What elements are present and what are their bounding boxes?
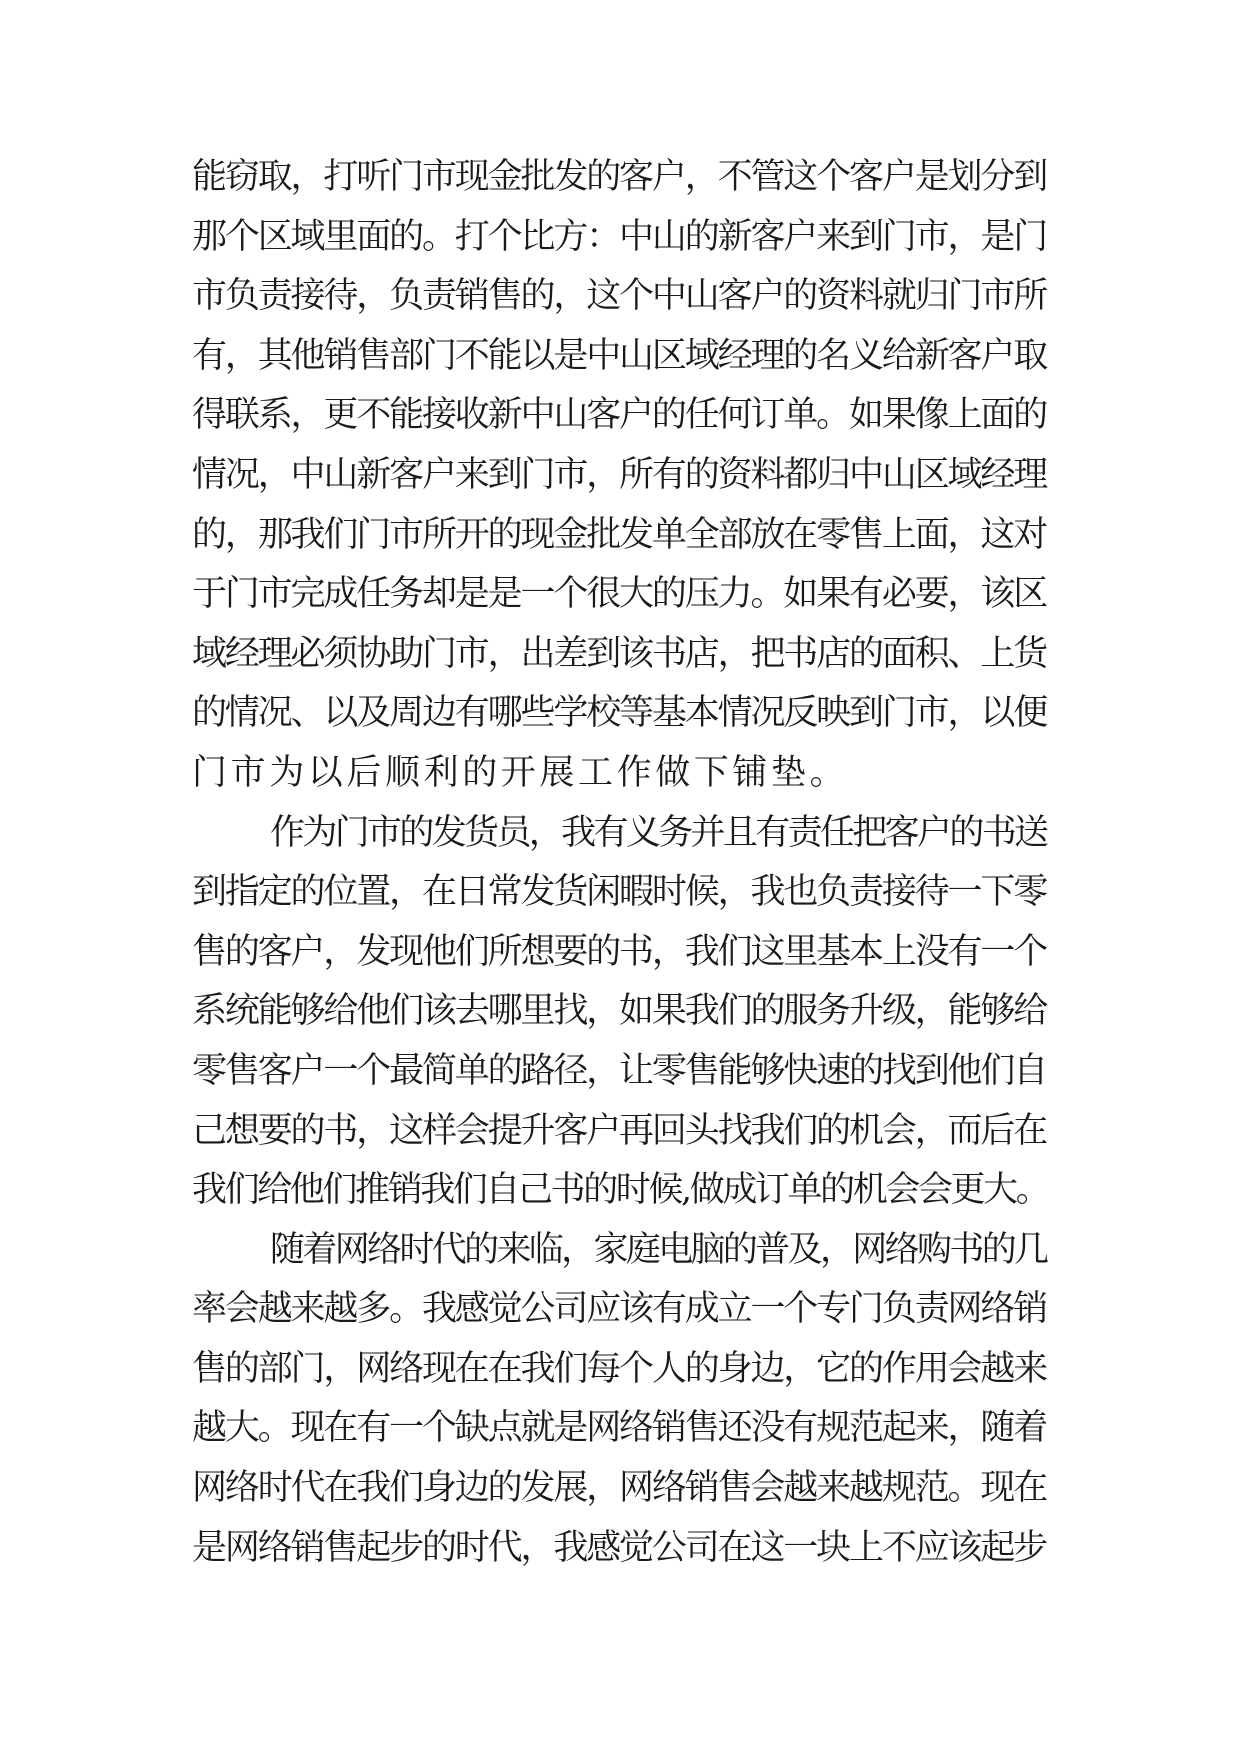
text-line: 的情况、以及周边有哪些学校等基本情况反映到门市，以便 (192, 693, 1047, 734)
text-line: 于门市完成任务却是是一个很大的压力。如果有必要，该区 (192, 574, 1047, 615)
text-line: 域经理必须协助门市，出差到该书店，把书店的面积、上货 (192, 633, 1047, 674)
text-line: 网络时代在我们身边的发展，网络销售会越来越规范。现在 (192, 1468, 1047, 1509)
text-line: 率会越来越多。我感觉公司应该有成立一个专门负责网络销 (192, 1289, 1047, 1330)
text-line: 市负责接待，负责销售的，这个中山客户的资料就归门市所 (192, 276, 1047, 317)
paragraph-first-line: 作为门市的发货员，我有义务并且有责任把客户的书送 (270, 812, 1047, 853)
text-line: 零售客户一个最简单的路径，让零售能够快速的找到他们自 (192, 1050, 1047, 1091)
paragraph-first-line: 随着网络时代的来临，家庭电脑的普及，网络购书的几 (270, 1229, 1047, 1270)
text-line: 我们给他们推销我们自己书的时候,做成订单的机会会更大。 (192, 1170, 1049, 1211)
text-line: 有，其他销售部门不能以是中山区域经理的名义给新客户取 (192, 335, 1047, 376)
text-line: 的，那我们门市所开的现金批发单全部放在零售上面，这对 (192, 514, 1047, 555)
text-line: 能窃取，打听门市现金批发的客户，不管这个客户是划分到 (192, 157, 1047, 197)
text-line: 是网络销售起步的时代，我感觉公司在这一块上不应该起步 (192, 1527, 1047, 1568)
text-line: 己想要的书，这样会提升客户再回头找我们的机会，而后在 (192, 1110, 1047, 1151)
text-line: 得联系，更不能接收新中山客户的任何订单。如果像上面的 (192, 395, 1047, 436)
text-line: 越大。现在有一个缺点就是网络销售还没有规范起来，随着 (192, 1408, 1047, 1449)
text-line: 那个区域里面的。打个比方：中山的新客户来到门市，是门 (192, 216, 1047, 257)
text-line: 到指定的位置，在日常发货闲暇时候，我也负责接待一下零 (192, 872, 1047, 913)
text-line: 情况，中山新客户来到门市，所有的资料都归中山区域经理 (192, 454, 1047, 495)
text-line: 售的部门，网络现在在我们每个人的身边，它的作用会越来 (192, 1348, 1047, 1389)
text-line: 售的客户，发现他们所想要的书，我们这里基本上没有一个 (192, 931, 1047, 972)
text-line: 门市为以后顺利的开展工作做下铺垫。 (192, 752, 849, 793)
text-line: 系统能够给他们该去哪里找，如果我们的服务升级，能够给 (192, 991, 1047, 1032)
body-text (192, 148, 1050, 1578)
